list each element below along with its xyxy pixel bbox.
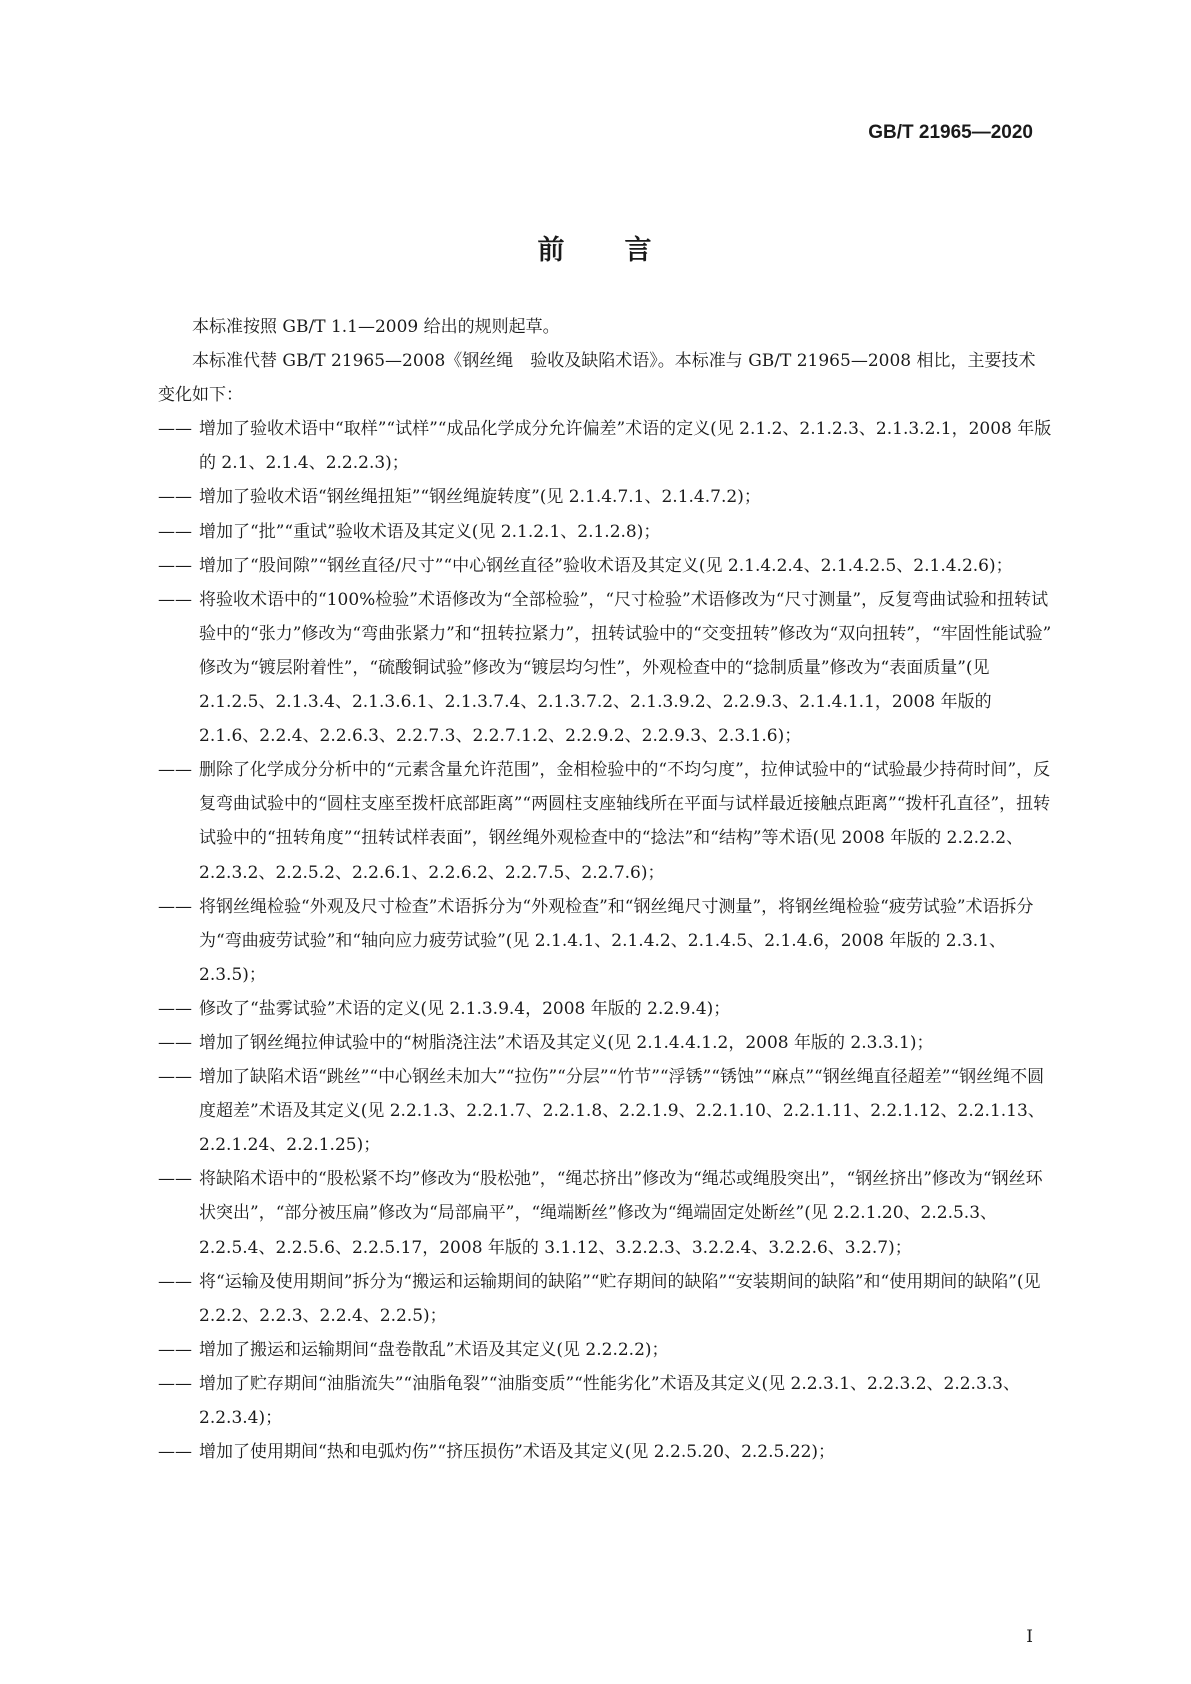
change-item <box>158 412 1052 480</box>
dash-marker: —— <box>158 896 192 917</box>
change-text: 删除了化学成分分析中的“元素含量允许范围”，金相检验中的“不均匀度”，拉伸试验中的“试验最少持荷时间”，反复弯曲试验中的“圆柱支座至拨杆底部距离”“两圆柱支座轴线所在平面与试样最近接触点距离”“拨杆孔直径”，扭转试验中的“扭转角度”“扭转试样表面”，钢丝绳外观检查中的“捻法”和“结构”等术语(见 2008 年版的 2.2.2.2、2.2.3.2、2.2.5.2、2.2.6.1、2.2.6.2、2.2.7.5、2.2.7.6)； <box>199 760 1051 883</box>
change-item <box>158 480 1052 514</box>
change-text: 将缺陷术语中的“股松紧不均”修改为“股松弛”，“绳芯挤出”修改为“绳芯或绳股突出”，“钢丝挤出”修改为“钢丝环状突出”，“部分被压扁”修改为“局部扁平”，“绳端断丝”修改为“绳端固定处断丝”(见 2.2.1.20、2.2.5.3、2.2.5.4、2.2.5.6、2.2.5.17，2008 年版的 3.1.12、3.2.2.3、3.2.2.4、3.2.2.6、3.2.7)； <box>199 1169 1043 1258</box>
title-char-1: 前 <box>537 235 567 266</box>
change-item <box>158 549 1052 583</box>
change-item <box>158 1060 1052 1162</box>
change-item <box>158 1265 1052 1333</box>
change-text: 增加了贮存期间“油脂流失”“油脂龟裂”“油脂变质”“性能劣化”术语及其定义(见 2.2.3.1、2.2.3.2、2.2.3.3、2.2.3.4)； <box>199 1373 1020 1428</box>
dash-marker: —— <box>158 1169 192 1190</box>
dash-marker: —— <box>158 1271 192 1292</box>
change-item <box>158 753 1052 889</box>
intro-paragraph: 本标准按照 GB/T 1.1—2009 给出的规则起草。 <box>192 317 560 337</box>
change-text: 将验收术语中的“100%检验”术语修改为“全部检验”，“尺寸检验”术语修改为“尺寸测量”，反复弯曲试验和扭转试验中的“张力”修改为“弯曲张紧力”和“扭转拉紧力”，扭转试验中的“交变扭转”修改为“双向扭转”，“牢固性能试验” 修改为“镀层附着性”，“硫酸铜试验”修改为“镀层均匀性”，外观检查中的“捻制质量”修改为“表面质量”(见 2.1.2.5、2.1.3.4、2.1.3.6.1、2.1.3.7.4、2.1.3.7.2、2.1.3.9.2、2.2.9.3、2.1.4.1.1，2008 年版的 2.1.6、2.2.4、2.2.6.3、2.2.7.3、2.2.7.1.2、2.2.9.2、2.2.9.3、2.3.1.6)； <box>199 589 1052 747</box>
dash-marker: —— <box>158 555 192 576</box>
dash-marker: —— <box>158 487 192 508</box>
foreword-body <box>158 310 1052 1469</box>
change-text: 增加了“股间隙”“钢丝直径/尺寸”“中心钢丝直径”验收术语及其定义(见 2.1.4.2.4、2.1.4.2.5、2.1.4.2.6)； <box>199 555 1013 576</box>
change-list <box>158 412 1052 1469</box>
change-item <box>158 1367 1052 1435</box>
change-item <box>158 1435 1052 1469</box>
intro-paragraph: 本标准代替 GB/T 21965—2008《钢丝绳 验收及缺陷术语》。本标准与 GB/T 21965—2008 相比，主要技术变化如下： <box>158 351 1036 406</box>
change-item <box>158 583 1052 753</box>
change-text: 将钢丝绳检验“外观及尺寸检查”术语拆分为“外观检查”和“钢丝绳尺寸测量”，将钢丝绳检验“疲劳试验”术语拆分为“弯曲疲劳试验”和“轴向应力疲劳试验”(见 2.1.4.1、2.1.4.2、2.1.4.5、2.1.4.6，2008 年版的 2.3.1、2.3.5)； <box>199 896 1034 985</box>
dash-marker: —— <box>158 998 192 1019</box>
change-text: 增加了验收术语“钢丝绳扭矩”“钢丝绳旋转度”(见 2.1.4.7.1、2.1.4.7.2)； <box>199 487 761 508</box>
dash-marker: —— <box>158 589 192 610</box>
change-text: 修改了“盐雾试验”术语的定义(见 2.1.3.9.4，2008 年版的 2.2.9.4)； <box>199 998 731 1019</box>
standard-number: GB/T 21965—2020 <box>868 122 1033 143</box>
change-item <box>158 992 1052 1026</box>
dash-marker: —— <box>158 419 192 440</box>
change-text: 增加了使用期间“热和电弧灼伤”“挤压损伤”术语及其定义(见 2.2.5.20、2.2.5.22)； <box>199 1442 836 1463</box>
change-text: 增加了“批”“重试”验收术语及其定义(见 2.1.2.1、2.1.2.8)； <box>199 521 661 542</box>
page-number: I <box>1026 1627 1033 1647</box>
change-text: 将“运输及使用期间”拆分为“搬运和运输期间的缺陷”“贮存期间的缺陷”“安装期间的缺陷”和“使用期间的缺陷”(见 2.2.2、2.2.3、2.2.4、2.2.5)； <box>199 1271 1041 1326</box>
page-title <box>0 228 1191 267</box>
dash-marker: —— <box>158 1373 192 1394</box>
change-item <box>158 890 1052 992</box>
change-item <box>158 1162 1052 1264</box>
change-item <box>158 515 1052 549</box>
dash-marker: —— <box>158 1442 192 1463</box>
dash-marker: —— <box>158 521 192 542</box>
change-text: 增加了搬运和运输期间“盘卷散乱”术语及其定义(见 2.2.2.2)； <box>199 1339 669 1360</box>
dash-marker: —— <box>158 1339 192 1360</box>
dash-marker: —— <box>158 760 192 781</box>
dash-marker: —— <box>158 1032 192 1053</box>
change-text: 增加了钢丝绳拉伸试验中的“树脂浇注法”术语及其定义(见 2.1.4.4.1.2，2008 年版的 2.3.3.1)； <box>199 1032 934 1053</box>
change-item <box>158 1026 1052 1060</box>
change-text: 增加了验收术语中“取样”“试样”“成品化学成分允许偏差”术语的定义(见 2.1.2、2.1.2.3、2.1.3.2.1，2008 年版的 2.1、2.1.4、2.2.2.3)； <box>199 419 1052 474</box>
change-text: 增加了缺陷术语“跳丝”“中心钢丝未加大”“拉伤”“分层”“竹节”“浮锈”“锈蚀”“麻点”“钢丝绳直径超差”“钢丝绳不圆度超差”术语及其定义(见 2.2.1.3、2.2.1.7、2.2.1.8、2.2.1.9、2.2.1.10、2.2.1.11、2.2.1.12、2.2.1.13、2.2.1.24、2.2.1.25)； <box>199 1067 1045 1156</box>
title-char-2: 言 <box>624 235 654 266</box>
change-item <box>158 1333 1052 1367</box>
dash-marker: —— <box>158 1067 192 1088</box>
